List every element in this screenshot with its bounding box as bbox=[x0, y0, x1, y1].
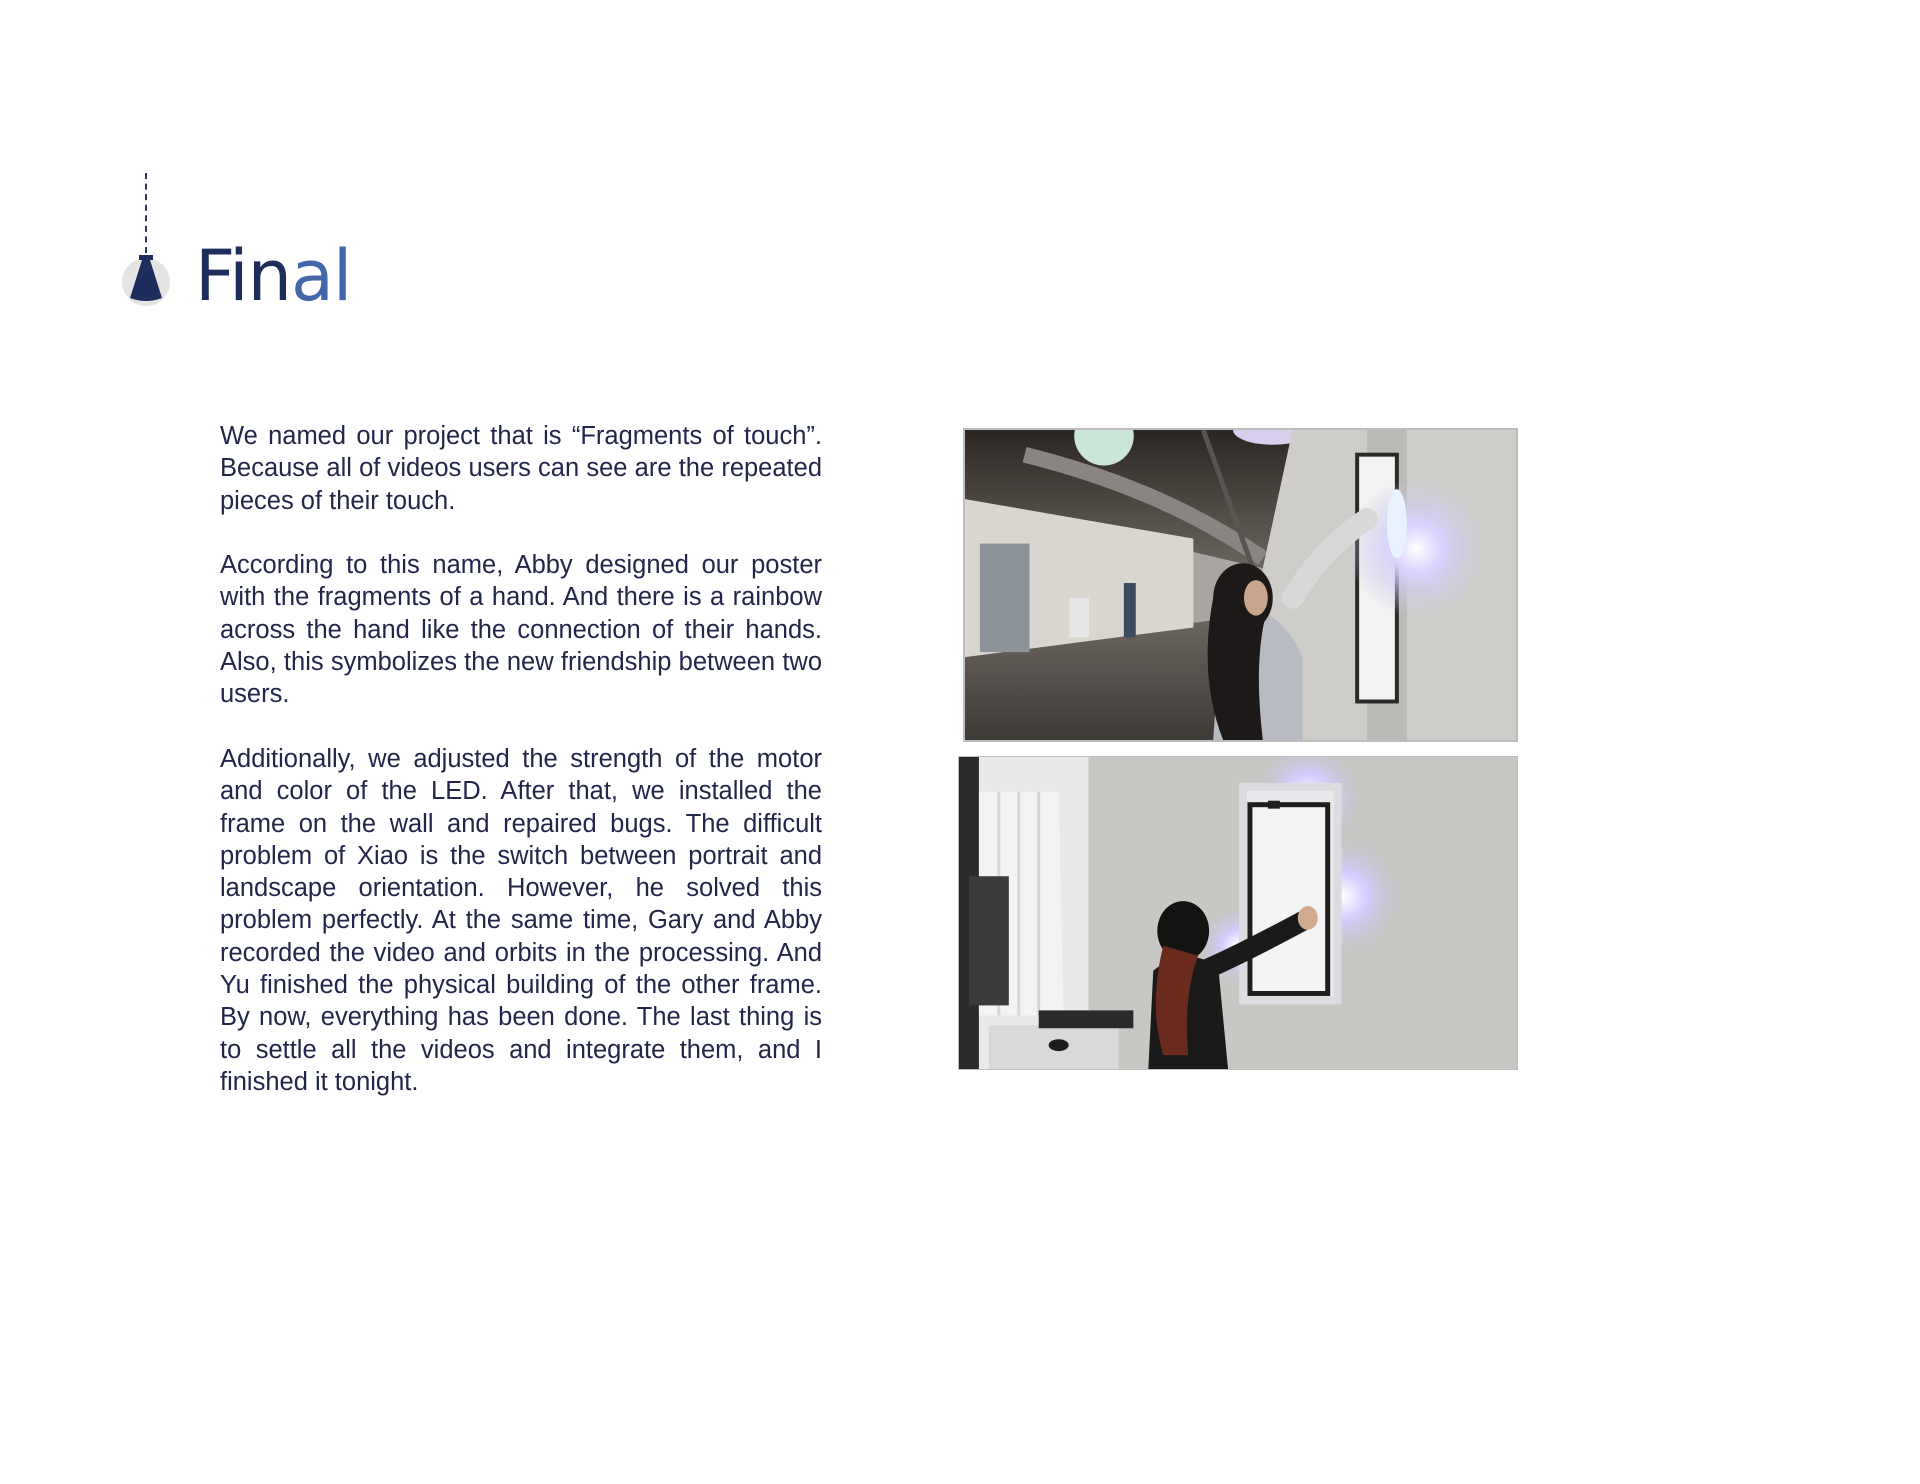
photo-hallway-touch-frame bbox=[963, 428, 1518, 742]
heading-dashed-line bbox=[145, 173, 147, 253]
page-title-light-part: al bbox=[290, 235, 352, 317]
page-title-dark-part: Fin bbox=[195, 235, 291, 317]
photo-touching-frame bbox=[958, 756, 1518, 1070]
paragraph-progress: Additionally, we adjusted the strength of the motor and color of the LED. After that, we installed the frame on the wall and repaired bugs. The difficult problem of Xiao is the switch between portrait and landscape orientation. However, he solved this problem perfectly. At the same time, Gary and Abby recorded the video and orbits in the processing. And Yu finished the physical building of the other frame. By now, everything has been done. The last thing is to settle all the videos and integrate them, and I finished it tonight. bbox=[220, 744, 822, 1096]
page-title bbox=[195, 236, 351, 316]
paragraph-project-name: We named our project that is “Fragments of touch”. Because all of videos users can see are the repeated pieces of their touch. bbox=[220, 422, 822, 515]
body-text bbox=[220, 420, 822, 1131]
paragraph-poster-design: According to this name, Abby designed our poster with the fragments of a hand. And there is a rainbow across the hand like the connection of their hands. Also, this symbolizes the new friendship between two users. bbox=[220, 551, 822, 709]
lamp-icon bbox=[120, 252, 172, 308]
